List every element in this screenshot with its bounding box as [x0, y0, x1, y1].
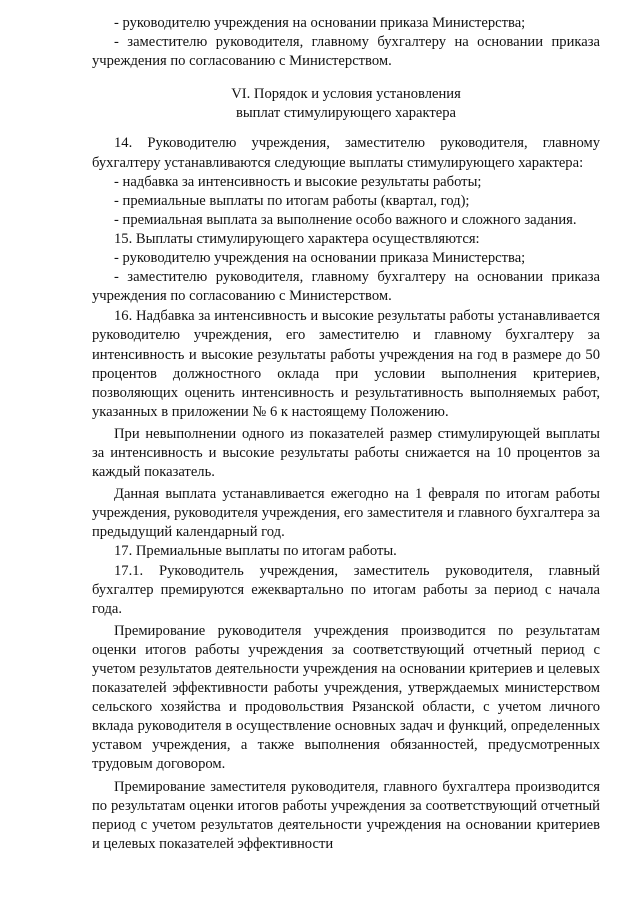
- section-title-line-2: выплат стимулирующего характера: [235, 105, 457, 122]
- paragraph: При невыполнении одного из показателей размер стимулирующей выплаты за интенсивность и высокие результаты работы снижается на 10 процентов за каждый показатель.: [92, 425, 600, 481]
- paragraph: 14. Руководителю учреждения, заместителю руководителя, главному бухгалтеру устанавливаются следующие выплаты стимулирующего характера:: [92, 135, 600, 171]
- section-title-line-1: VI. Порядок и условия установления: [231, 86, 461, 103]
- paragraph: Данная выплата устанавливается ежегодно на 1 февраля по итогам работы учреждения, руководителя учреждения, его заместителя и главного бухгалтера за предыдущий календарный год.: [92, 486, 600, 541]
- list-item: - руководителю учреждения на основании приказа Министерства;: [114, 15, 526, 31]
- list-item: - премиальные выплаты по итогам работы (квартал, год);: [114, 192, 470, 209]
- list-item: - премиальная выплата за выполнение особо важного и сложного задания.: [114, 211, 577, 228]
- paragraph: 16. Надбавка за интенсивность и высокие результаты работы устанавливается руководителю учреждения, его заместителю и главному бухгалтеру за интенсивность и высокие результаты работы учреждения на год в размере до 50 процентов должностного оклада при условии выполнения критериев, позволяющих оценить интенсивность и результативность выполняемых работ, указанных в приложении № 6 к настоящему Положению.: [92, 308, 600, 420]
- list-item: - заместителю руководителя, главному бухгалтеру на основании приказа учреждения по согласованию с Министерством.: [92, 34, 600, 70]
- list-item: - надбавка за интенсивность и высокие результаты работы;: [114, 173, 482, 190]
- paragraph: 17. Премиальные выплаты по итогам работы.: [114, 543, 397, 560]
- paragraph: Премирование руководителя учреждения производится по результатам оценки итогов работы учреждения за соответствующий отчетный период с учетом результатов деятельности учреждения на основании критериев и целевых показателей эффективности работы учреждения, утверждаемых министерством сельского хозяйства и продовольствия Рязанской области, с учетом личного вклада руководителя в осуществление основных задач и функций, определенных уставом учреждения, а также выполнения обязанностей, предусмотренных трудовым договором.: [92, 622, 600, 773]
- section-heading: [92, 85, 600, 123]
- list-item: - руководителю учреждения на основании приказа Министерства;: [114, 250, 526, 267]
- list-item: - заместителю руководителя, главному бухгалтеру на основании приказа учреждения по согласованию с Министерством.: [92, 269, 600, 305]
- paragraph: 15. Выплаты стимулирующего характера осуществляются:: [114, 230, 480, 247]
- paragraph: Премирование заместителя руководителя, главного бухгалтера производится по результатам оценки итогов работы учреждения за соответствующий отчетный период с учетом результатов деятельности учреждения на основании критериев и целевых показателей эффективности: [92, 778, 600, 852]
- paragraph: 17.1. Руководитель учреждения, заместитель руководителя, главный бухгалтер премируются ежеквартально по итогам работы за период с начала года.: [92, 562, 600, 617]
